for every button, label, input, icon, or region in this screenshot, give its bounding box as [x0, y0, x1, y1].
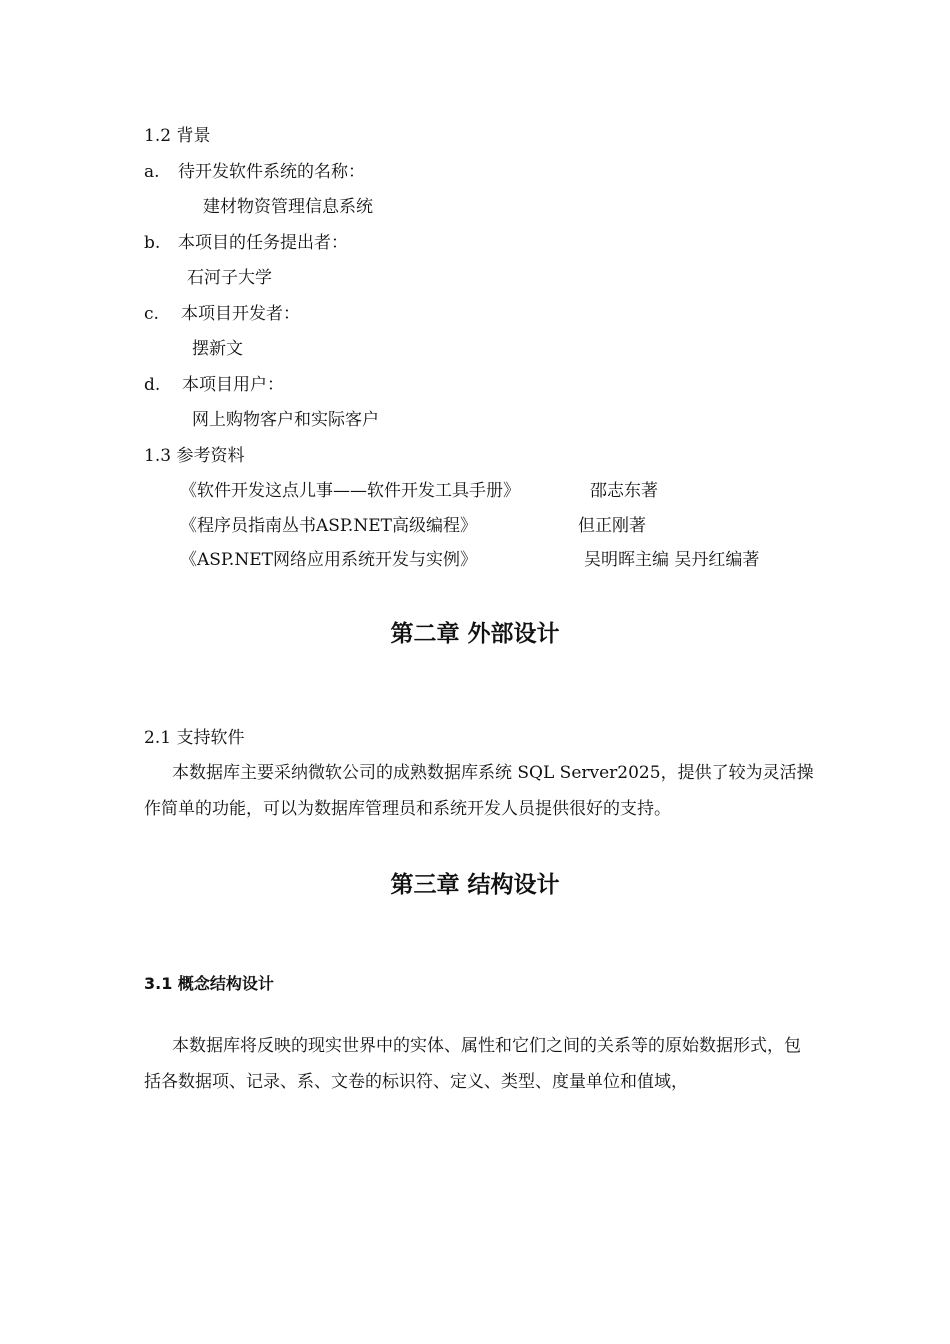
reference-author: 但正刚著: [578, 516, 646, 536]
chapter-title-3: 第三章 结构设计: [390, 872, 560, 898]
list-marker: c.: [144, 304, 159, 324]
reference-author: 邵志东著: [590, 481, 658, 501]
list-value-a: 建材物资管理信息系统: [203, 197, 373, 217]
chapter-title-2: 第二章 外部设计: [390, 621, 560, 647]
reference-title: 《ASP.NET网络应用系统开发与实例》: [180, 550, 477, 570]
list-value-b: 石河子大学: [187, 268, 272, 288]
section-heading-2-1: 2.1 支持软件: [144, 728, 245, 748]
list-label: 本项目的任务提出者：: [178, 233, 348, 253]
reference-title: 《程序员指南丛书ASP.NET高级编程》: [180, 516, 477, 536]
reference-item: [180, 480, 740, 502]
section-heading-1-3: 1.3 参考资料: [144, 446, 245, 466]
reference-author: 吴明晖主编 吴丹红编著: [584, 550, 760, 570]
list-label: 待开发软件系统的名称：: [178, 162, 365, 182]
paragraph-support-software: 本数据库主要采纳微软公司的成熟数据库系统 SQL Server2025，提供了较为灵活操作简单的功能，可以为数据库管理员和系统开发人员提供很好的支持。: [144, 763, 814, 819]
list-value-d: 网上购物客户和实际客户: [192, 410, 379, 430]
list-item-c: [144, 303, 300, 325]
list-item-d: [144, 374, 284, 396]
reference-item: [180, 515, 740, 537]
list-value-c: 摆新文: [192, 339, 243, 359]
paragraph-conceptual-design: 本数据库将反映的现实世界中的实体、属性和它们之间的关系等的原始数据形式，包括各数据项、记录、系、文卷的标识符、定义、类型、度量单位和值域，: [144, 1036, 801, 1092]
list-label: 本项目开发者：: [181, 304, 300, 324]
reference-item: [180, 549, 800, 571]
reference-title: 《软件开发这点儿事——软件开发工具手册》: [180, 481, 520, 501]
list-marker: b.: [144, 233, 161, 253]
section-heading-3-1: 3.1 概念结构设计: [144, 974, 274, 993]
list-marker: a.: [144, 162, 160, 182]
list-marker: d.: [144, 375, 161, 395]
list-item-b: [144, 232, 348, 254]
section-heading-1-2: 1.2 背景: [144, 126, 211, 146]
list-label: 本项目用户：: [182, 375, 284, 395]
list-item-a: [144, 161, 365, 183]
